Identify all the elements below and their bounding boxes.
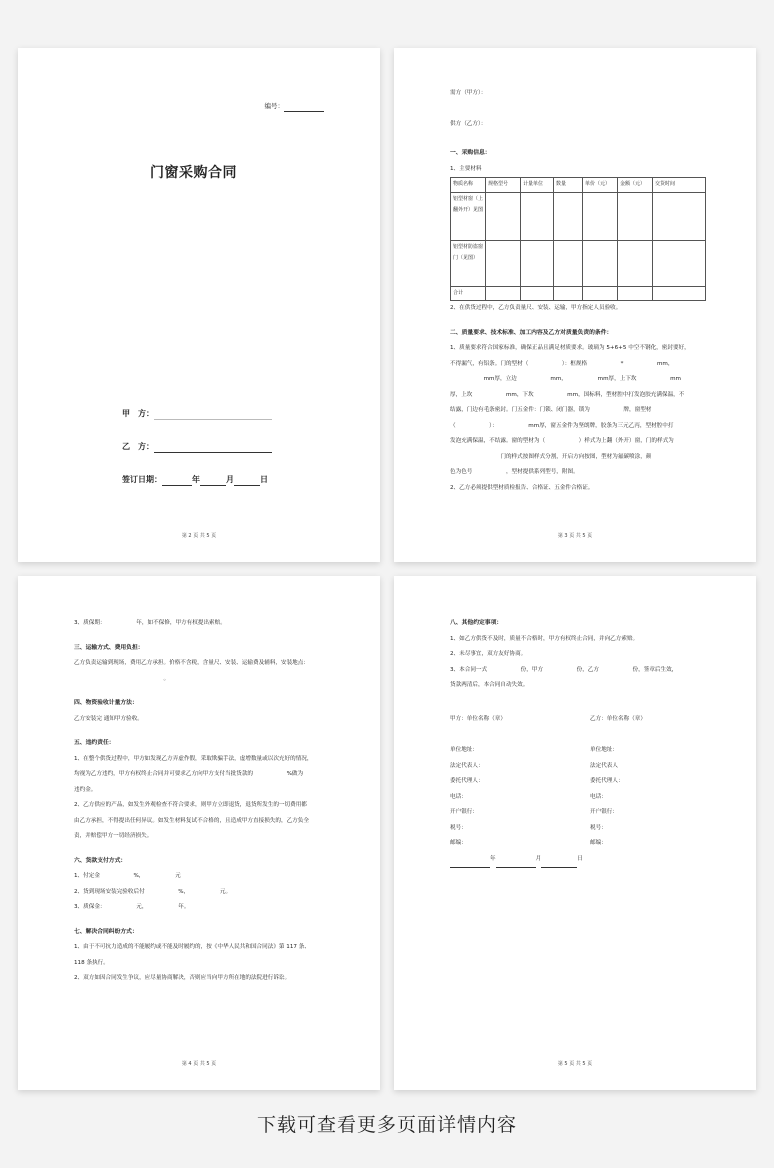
table-header-cell: 交货时间: [653, 178, 706, 193]
sig-field: 乙方：单位名称（章）: [590, 716, 646, 722]
paragraph-line: 货款两清后，本合同自动失效。: [450, 682, 529, 688]
paragraph-line: 2、未尽事宜，双方友好协商。: [450, 651, 527, 657]
table-cell: [554, 192, 583, 240]
document-title: 门窗采购合同: [150, 165, 237, 181]
sig-field: 委托代理人：: [590, 778, 624, 784]
table-cell: [486, 286, 521, 301]
paragraph-line: 均视为乙方违约，甲方有权终止合同并可要求乙方向甲方支付当批货款的 %做为: [74, 771, 304, 777]
section-8-title: 八、其他约定事项：: [450, 620, 503, 626]
table-cell: [653, 286, 706, 301]
table-cell: [554, 240, 583, 286]
contract-page-signatures: [394, 576, 756, 1090]
page-footer: 第 3 页 共 5 页: [557, 532, 593, 539]
contract-page-cover: [18, 48, 380, 562]
paragraph-line: 发泡充满保温，不结露。窗的型材为（ ）样式为上翻（外开）窗，门的样式为: [450, 438, 674, 444]
table-cell: [521, 240, 554, 286]
paragraph-line: 2、乙方供应的产品，如发生外观检查不符合要求，则甲方立即退货，退货所发生的一切费用都: [74, 802, 307, 808]
section-2-body: [450, 341, 700, 496]
table-cell: [486, 240, 521, 286]
sig-field: 单位地址：: [450, 747, 478, 753]
paragraph-line: 不得漏气，有铝条。门的型材（ ）：框规格 * mm，: [450, 360, 674, 367]
serial-number: [265, 102, 325, 112]
page-footer: 第 5 页 共 5 页: [557, 1060, 593, 1067]
paragraph-line: 由乙方承担，不得提出任何异议。如发生材料复试不合格的，且造成甲方直接损失的，乙方负全: [74, 817, 309, 824]
table-cell: [583, 240, 618, 286]
table-header-cell: 规格型号: [486, 178, 521, 193]
paragraph-line: 结露，门边有毛条密封。门五金件：门锁、闭门器，锁为 牌，窗型材: [450, 407, 652, 413]
contract-page-terms: [18, 576, 380, 1090]
section-7-title: 七、解决合同纠纷方式：: [74, 928, 138, 935]
table-row: [451, 286, 706, 301]
party-a-line: [122, 408, 272, 420]
table-header-cell: 金额（元）: [618, 178, 653, 193]
table-cell: 铝型材防盗窗门（见图）: [451, 240, 486, 286]
table-header-cell: 物质名称: [451, 178, 486, 193]
table-cell: [653, 192, 706, 240]
page-footer: 第 4 页 共 5 页: [181, 1060, 217, 1067]
section-4-title: 四、物资验收计量方法：: [74, 700, 138, 706]
section-5-title: 五、违约责任：: [74, 740, 115, 746]
party-b-line: [122, 441, 272, 453]
sig-field: 单位地址：: [590, 747, 618, 753]
sig-field: 甲方：单位名称（章）: [450, 716, 506, 722]
sig-field: 委托代理人：: [450, 778, 484, 784]
paragraph-line: 乙方安装完 通知甲方验收。: [74, 715, 143, 722]
month-label: 月: [226, 475, 234, 484]
table-cell: [618, 286, 653, 301]
year-blank: [162, 476, 192, 486]
table-cell: [486, 192, 521, 240]
year-blank: [450, 861, 490, 868]
section-1-item-2: 2、在供货过程中，乙方负责量尺、安装、运输，甲方指定人员验收。: [450, 305, 622, 311]
table-row: [451, 192, 706, 240]
warranty-line: 3、质保期： 年，如不保修，甲方有权提出索赔。: [74, 620, 226, 626]
party-b-signature-block: [590, 712, 646, 852]
sig-field: 开户银行：: [450, 809, 478, 815]
sig-field: 法定代表人：: [450, 762, 484, 769]
party-b-blank: [154, 443, 272, 453]
sig-field: 法定代表人: [590, 762, 618, 769]
page4-content: [450, 616, 700, 694]
paragraph-line: 责，并赔偿甲方一切经济损失。: [74, 833, 153, 839]
table-cell: [618, 192, 653, 240]
paragraph-line: 厚，上坎 mm，下坎 mm，国标料，型材腔中打发泡胶充满保温，不: [450, 391, 685, 398]
sign-date-label: 签订日期：: [122, 475, 162, 484]
seller-line: 供方（乙方）：: [450, 120, 487, 127]
table-cell: 合计: [451, 286, 486, 301]
paragraph-line: 色为色号 ，型材提供系列型号，附图。: [450, 469, 579, 475]
paragraph-line: 门的样式按图样式分割，开启方向按图，型材为氟碳喷涂，颜: [450, 453, 652, 460]
section-1-item-1: 1、主要材料: [450, 165, 482, 172]
paragraph-line: 1、质量要求符合国家标准，确保正品且满足材质要求。玻璃为 5+6+5 中空不钢化，密封要好，: [450, 345, 690, 351]
serial-label: 编号：: [264, 102, 284, 110]
sign-date-line: [122, 474, 268, 486]
table-cell: [583, 286, 618, 301]
table-cell: [521, 286, 554, 301]
paragraph-line: 乙方负责运输到现场，费用乙方承担。价格不含税，含量尺、安装、运输费及辅料，安装地点：: [74, 660, 309, 666]
section-2-title: 二、质量要求、技术标准、加工内容及乙方对质量负责的条件：: [450, 329, 613, 336]
paragraph-line: 1、付定金 %， 元: [74, 873, 181, 879]
paragraph-line: mm厚，立边 mm， mm厚，上下坎 mm: [450, 376, 681, 382]
table-row: [451, 240, 706, 286]
party-a-signature-block: [450, 712, 506, 852]
sig-field: 开户银行：: [590, 809, 618, 815]
month-blank: [496, 861, 536, 868]
paragraph-line: 3、本合同一式 份，甲方 份，乙方 份，签章后生效，: [450, 666, 678, 673]
page-footer: 第 2 页 共 5 页: [181, 532, 217, 539]
buyer-line: 需方（甲方）：: [450, 90, 487, 96]
party-b-label: 乙 方：: [122, 442, 154, 451]
table-cell: [653, 240, 706, 286]
contract-page-purchase: [394, 48, 756, 562]
party-a-blank: [154, 410, 272, 420]
table-cell: [521, 192, 554, 240]
section-1-title: 一、采购信息：: [450, 150, 491, 156]
paragraph-line: 2、双方如因合同发生争议，应尽量协商解决，否则应当向甲方所在地的法院进行诉讼。: [74, 975, 291, 981]
table-header-cell: 计量单位: [521, 178, 554, 193]
serial-blank: [284, 105, 324, 112]
signature-date-line: 年 月 日: [450, 852, 583, 868]
table-cell: [618, 240, 653, 286]
paragraph-line: 2、货到现场安装完验收后付 %， 元。: [74, 888, 232, 895]
year-label: 年: [192, 475, 200, 484]
sig-field: 邮编：: [590, 840, 607, 846]
table-header-cell: 单价（元）: [583, 178, 618, 193]
sig-field: 税号：: [590, 824, 607, 831]
paragraph-line: 违约金。: [74, 786, 97, 793]
page2-content: [450, 86, 700, 496]
table-cell: [554, 286, 583, 301]
table-header-cell: 数量: [554, 178, 583, 193]
paragraph-line: 1、由于不可抗力造成的不能履约或不能及时履约的，按《中华人民共和国合同法》第 117 条、: [74, 944, 310, 950]
sig-field: 税号：: [450, 824, 467, 831]
paragraph-line: 。: [74, 675, 170, 682]
paragraph-line: 2、乙方必须提供型材质检报告、合格证、五金件合格证。: [450, 484, 594, 491]
paragraph-line: 1、如乙方供货不及时，质量不合格时，甲方有权终止合同，并向乙方索赔。: [450, 635, 639, 642]
party-a-label: 甲 方：: [122, 409, 154, 418]
sig-field: 电话：: [450, 793, 467, 800]
download-caption: 下载可查看更多页面详情内容: [256, 1114, 517, 1136]
table-cell: 铝型材窗（上翻外开）见图: [451, 192, 486, 240]
paragraph-line: 3、质保金： 元， 年。: [74, 904, 190, 910]
section-6-title: 六、货款支付方式：: [74, 857, 127, 864]
sig-field: 电话：: [590, 793, 607, 800]
table-cell: [583, 192, 618, 240]
page3-content: [74, 616, 324, 987]
paragraph-line: 118 条执行。: [74, 959, 109, 966]
day-blank: [234, 476, 260, 486]
section-3-title: 三、运输方式、费用负担：: [74, 644, 144, 651]
day-blank: [541, 861, 577, 868]
materials-table: [450, 177, 706, 301]
table-header-row: [451, 178, 706, 193]
paragraph-line: （ ）： mm厚，窗五金件为坚朗牌，胶条为三元乙丙，型材腔中打: [450, 422, 674, 429]
sig-field: 邮编：: [450, 840, 467, 846]
month-blank: [200, 476, 226, 486]
paragraph-line: 1、在整个供货过程中，甲方如发现乙方弄虚作假，采取欺骗手法，虚增数量或以次充好的情况，: [74, 755, 313, 762]
day-label: 日: [260, 475, 268, 484]
